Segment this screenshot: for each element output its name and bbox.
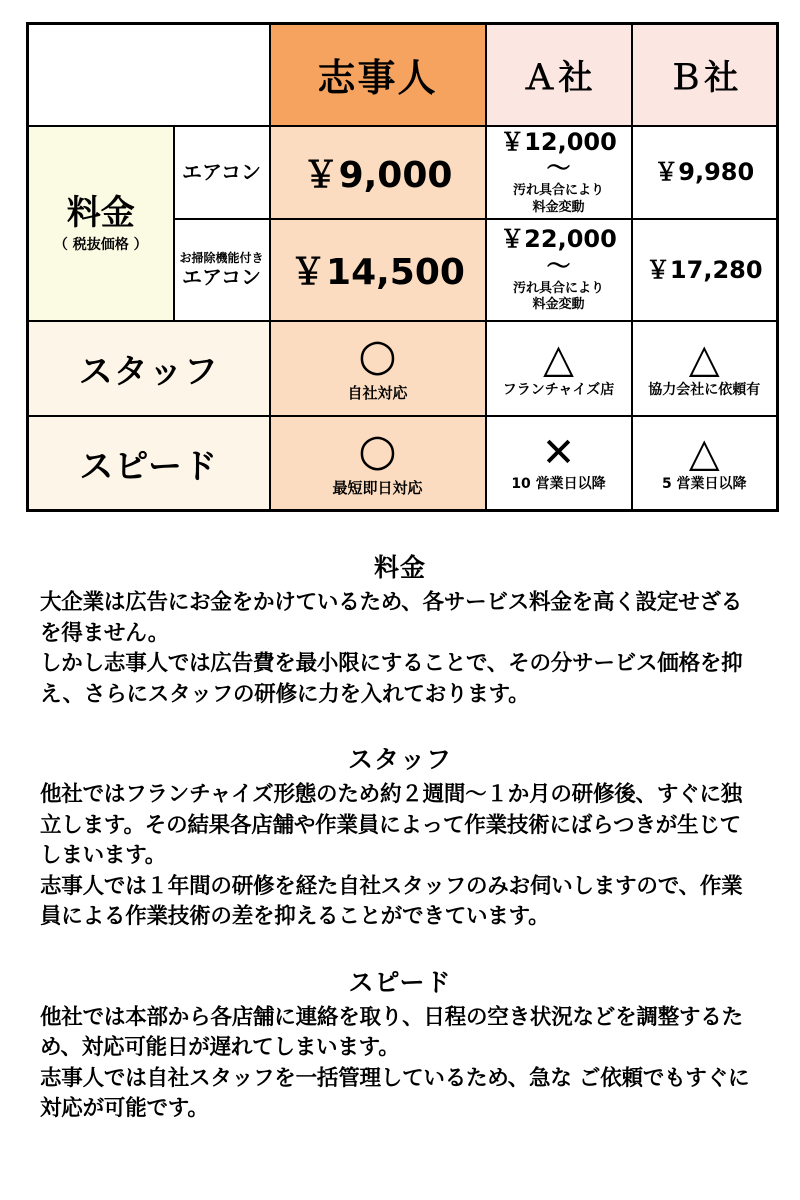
section-price-title: 料金 [373, 553, 426, 583]
speed-main-note: 最短即日対応 [332, 478, 423, 497]
paragraph: 他社ではフランチャイズ形態のため約２週間〜１か月の研修後、すぐに独立します。その結果各店舗や作業員によって作業技術にばらつきが生じてしまいます。 [40, 782, 743, 869]
paragraph: しかし志事人では広告費を最小限にすることで、その分サービス価格を抑え、さらにスタッフの研修に力を入れております。 [40, 651, 743, 707]
staff-main-note: 自社対応 [347, 383, 408, 402]
staff-b-note: 協力会社に依頼有 [648, 381, 761, 398]
section-staff-body [40, 780, 760, 933]
speed-b-note: 5 営業日以降 [661, 476, 747, 493]
speed-main [270, 416, 486, 511]
price-b-aircon-value: ￥9,980 [654, 157, 755, 186]
header-company-a: Ａ社 [486, 24, 632, 126]
price-main-aircon: ￥9,000 [270, 126, 486, 219]
header-main-company: 志事人 [270, 24, 486, 126]
triangle-mark-icon: △ [543, 335, 574, 382]
row-label-staff: スタッフ [28, 321, 270, 416]
paragraph: 志事人では１年間の研修を経た自社スタッフのみお伺いしますので、作業員による作業技術の差を抑えることができています。 [40, 873, 743, 930]
table-row [28, 416, 778, 511]
header-blank-cell [28, 24, 270, 126]
staff-a-note: フランチャイズ店 [502, 381, 615, 398]
price-a-selfclean [486, 219, 632, 321]
staff-a [486, 321, 632, 416]
triangle-mark-icon: △ [688, 335, 720, 382]
table-row [28, 126, 778, 219]
staff-main [270, 321, 486, 416]
sub-label-selfclean-small: お掃除機能付き [179, 250, 264, 265]
row-label-price [28, 126, 174, 321]
article-content [0, 512, 800, 1151]
comparison-table-wrapper [0, 0, 800, 512]
price-a-selfclean-note: 汚れ具合により 料金変動 [512, 280, 604, 313]
price-a-aircon [486, 126, 632, 219]
section-price [40, 548, 760, 710]
price-main-selfclean: ￥14,500 [270, 219, 486, 321]
price-a-aircon-note: 汚れ具合により 料金変動 [512, 183, 604, 215]
sub-label-aircon-selfclean [174, 219, 270, 321]
section-staff-title: スタッフ [347, 745, 452, 775]
section-price-body [40, 588, 760, 710]
paragraph: 大企業は広告にお金をかけているため、各サービス料金を高く設定せざるを得ません。 [40, 590, 743, 646]
row-label-price-subtext: （ 税抜価格 ） [53, 236, 148, 253]
row-label-speed: スピード [28, 416, 270, 511]
section-staff [40, 740, 760, 933]
staff-b [632, 321, 778, 416]
sub-label-aircon: エアコン [174, 126, 270, 219]
section-speed [40, 963, 760, 1125]
price-b-aircon [632, 126, 778, 219]
table-header-row [28, 24, 778, 126]
paragraph: 志事人では自社スタッフを一括管理しているため、急な ご依頼でもすぐに対応が可能です。 [40, 1065, 750, 1122]
comparison-table [26, 22, 779, 512]
price-b-selfclean [632, 219, 778, 321]
header-company-b: Ｂ社 [632, 24, 778, 126]
table-row [28, 321, 778, 416]
price-a-selfclean-value: ￥22,000～ [500, 225, 617, 280]
section-speed-body [40, 1003, 760, 1125]
section-speed-title: スピード [348, 967, 452, 997]
price-a-aircon-value: ￥12,000～ [500, 127, 617, 182]
sub-label-selfclean-main: エアコン [182, 264, 261, 289]
circle-mark-icon: ○ [358, 329, 397, 381]
cross-mark-icon: ✕ [541, 430, 576, 477]
paragraph: 他社では本部から各店舗に連絡を取り、日程の空き状況などを調整するため、対応可能日が遅れてしまいます。 [40, 1004, 743, 1061]
speed-a [486, 416, 632, 511]
triangle-mark-icon: △ [688, 430, 720, 477]
price-b-selfclean-value: ￥17,280 [645, 255, 763, 284]
speed-b [632, 416, 778, 511]
row-label-price-text: 料金 [66, 192, 135, 233]
speed-a-note: 10 営業日以降 [511, 476, 606, 493]
circle-mark-icon: ○ [358, 424, 397, 476]
